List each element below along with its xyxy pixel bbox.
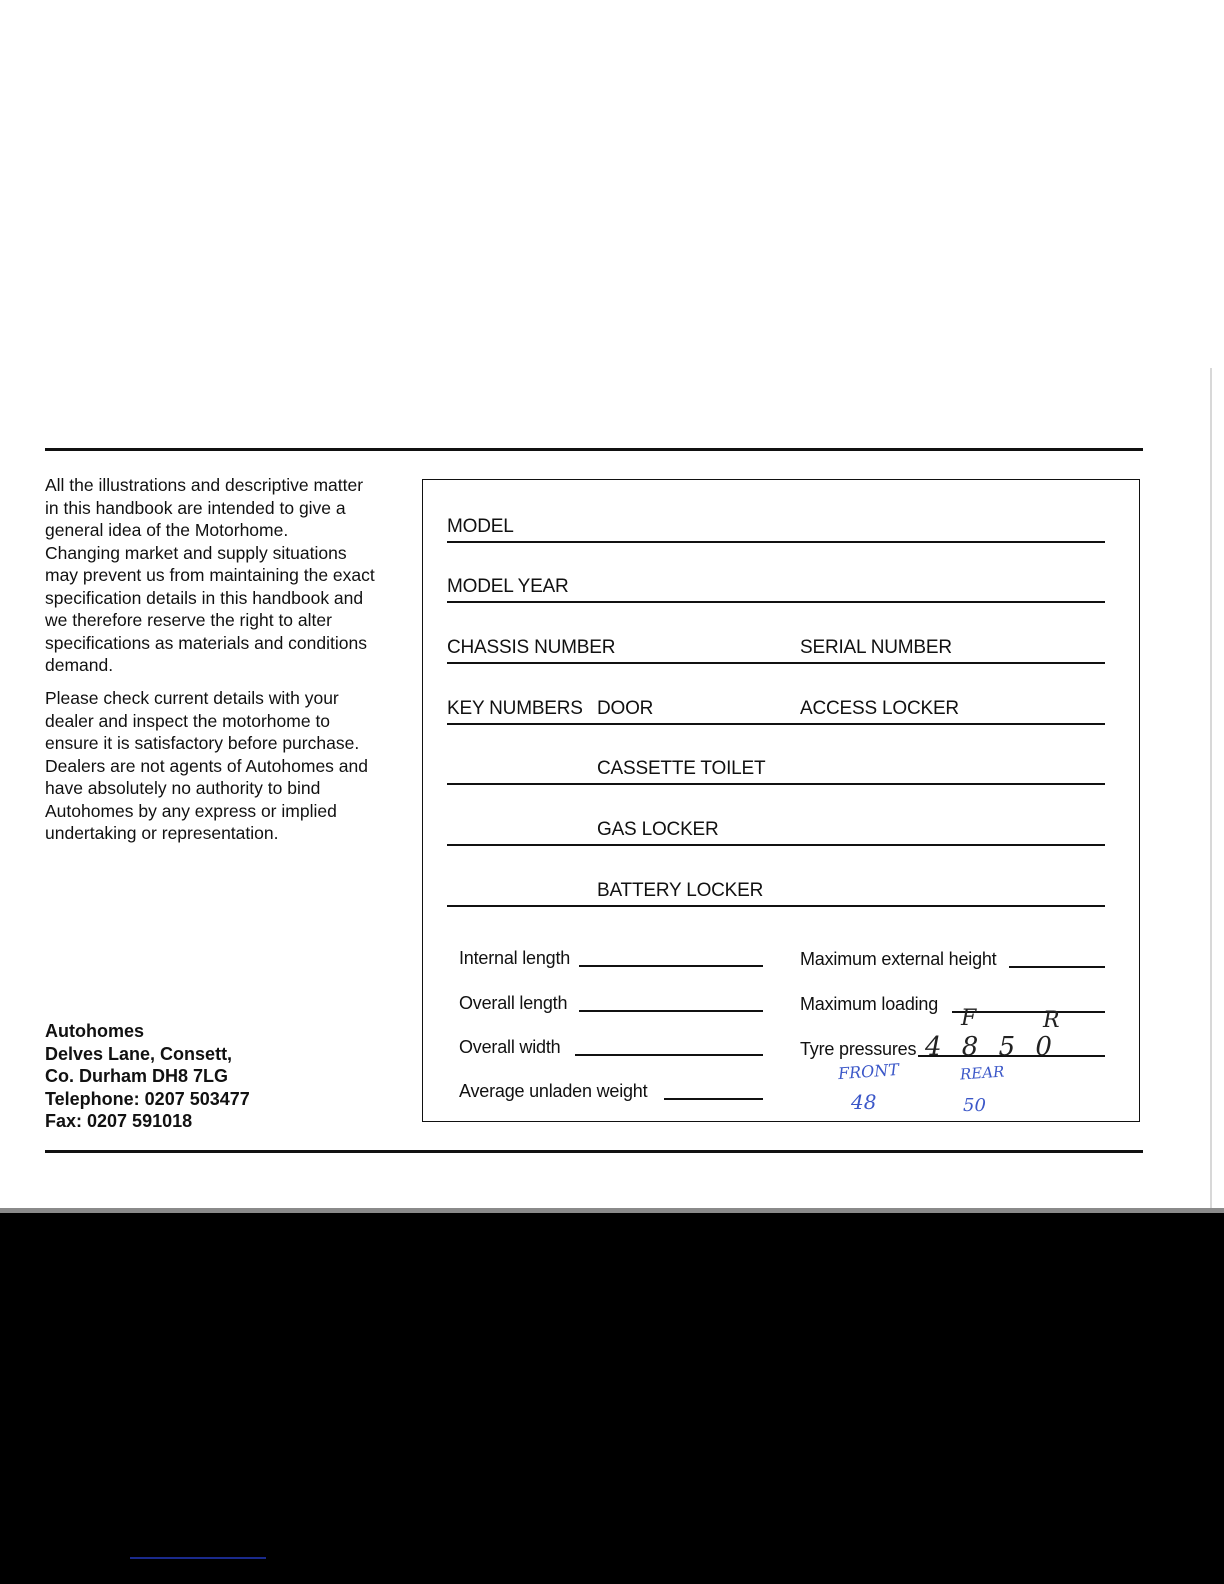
cassette-toilet-field[interactable]: [447, 783, 1105, 785]
top-rule: [45, 448, 1143, 451]
disclaimer-line: demand.: [45, 655, 114, 675]
overall-length-label: Overall length: [459, 993, 568, 1013]
handwritten-front-value: 48: [851, 1090, 877, 1114]
model-field[interactable]: [447, 541, 1105, 543]
disclaimer-line: ensure it is satisfactory before purchase.: [45, 733, 360, 753]
overall-length-field[interactable]: [579, 1010, 763, 1012]
address-county: Co. Durham DH8 7LG: [45, 1066, 229, 1086]
disclaimer-line: Autohomes by any express or implied: [45, 800, 337, 821]
handwritten-rear-value: 50: [963, 1095, 986, 1116]
gas-locker-field[interactable]: [447, 844, 1105, 846]
page-edge: [1210, 368, 1212, 1213]
overall-width-field[interactable]: [575, 1054, 763, 1056]
door-label: DOOR: [597, 698, 654, 719]
disclaimer-line: specifications as materials and conditions: [45, 632, 367, 653]
scan-background: [0, 1213, 1224, 1584]
company-address: [45, 1020, 250, 1133]
max-external-height-field[interactable]: [1009, 966, 1105, 968]
disclaimer-line: have absolutely no authority to bind: [45, 778, 321, 798]
handwritten-front: FRONT: [837, 1059, 900, 1084]
model-year-label: MODEL YEAR: [447, 576, 569, 597]
model-year-field[interactable]: [447, 601, 1105, 603]
model-label: MODEL: [447, 516, 514, 537]
tyre-pressures-label: Tyre pressures: [800, 1039, 917, 1059]
gas-locker-label: GAS LOCKER: [597, 819, 719, 840]
cassette-toilet-label: CASSETTE TOILET: [597, 758, 766, 779]
disclaimer-line: may prevent us from maintaining the exact: [45, 565, 375, 585]
disclaimer-line: Dealers are not agents of Autohomes and: [45, 755, 368, 776]
company-name: Autohomes: [45, 1021, 144, 1041]
key-numbers-field[interactable]: [447, 723, 1105, 725]
address-fax: Fax: 0207 591018: [45, 1111, 193, 1131]
handwritten-letter-r: R: [1043, 1008, 1060, 1033]
overall-width-label: Overall width: [459, 1037, 561, 1057]
average-unladen-weight-field[interactable]: [664, 1098, 763, 1100]
battery-locker-label: BATTERY LOCKER: [597, 880, 764, 901]
disclaimer-line: general idea of the Motorhome.: [45, 520, 289, 540]
max-external-height-label: Maximum external height: [800, 949, 997, 969]
chassis-serial-field[interactable]: [447, 662, 1105, 664]
disclaimer-line: specification details in this handbook and: [45, 587, 364, 608]
handwritten-letter-f: F: [961, 1006, 977, 1031]
average-unladen-weight-label: Average unladen weight: [459, 1081, 648, 1101]
disclaimer-line: dealer and inspect the motorhome to: [45, 710, 331, 731]
handwritten-tyre-values: 4 8 5 0: [925, 1032, 1058, 1062]
disclaimer-paragraph-1: [45, 474, 390, 677]
handwritten-rear: REAR: [959, 1062, 1005, 1084]
disclaimer-line: Changing market and supply situations: [45, 542, 347, 563]
key-numbers-label: KEY NUMBERS: [447, 698, 583, 719]
scan-artifact-line: [130, 1557, 266, 1559]
disclaimer-paragraph-2: [45, 687, 390, 845]
internal-length-field[interactable]: [579, 965, 763, 967]
disclaimer-line: in this handbook are intended to give a: [45, 497, 346, 518]
bottom-rule: [45, 1150, 1143, 1153]
serial-number-label: SERIAL NUMBER: [800, 637, 952, 658]
access-locker-label: ACCESS LOCKER: [800, 698, 959, 719]
disclaimer-line: we therefore reserve the right to alter: [45, 610, 332, 630]
disclaimer-line: undertaking or representation.: [45, 823, 279, 843]
disclaimer-line: Please check current details with your: [45, 688, 339, 708]
max-loading-label: Maximum loading: [800, 994, 939, 1014]
battery-locker-field[interactable]: [447, 905, 1105, 907]
chassis-number-label: CHASSIS NUMBER: [447, 637, 616, 658]
address-telephone: Telephone: 0207 503477: [45, 1088, 250, 1109]
internal-length-label: Internal length: [459, 948, 571, 968]
address-street: Delves Lane, Consett,: [45, 1043, 233, 1064]
disclaimer-line: All the illustrations and descriptive matter: [45, 475, 364, 495]
